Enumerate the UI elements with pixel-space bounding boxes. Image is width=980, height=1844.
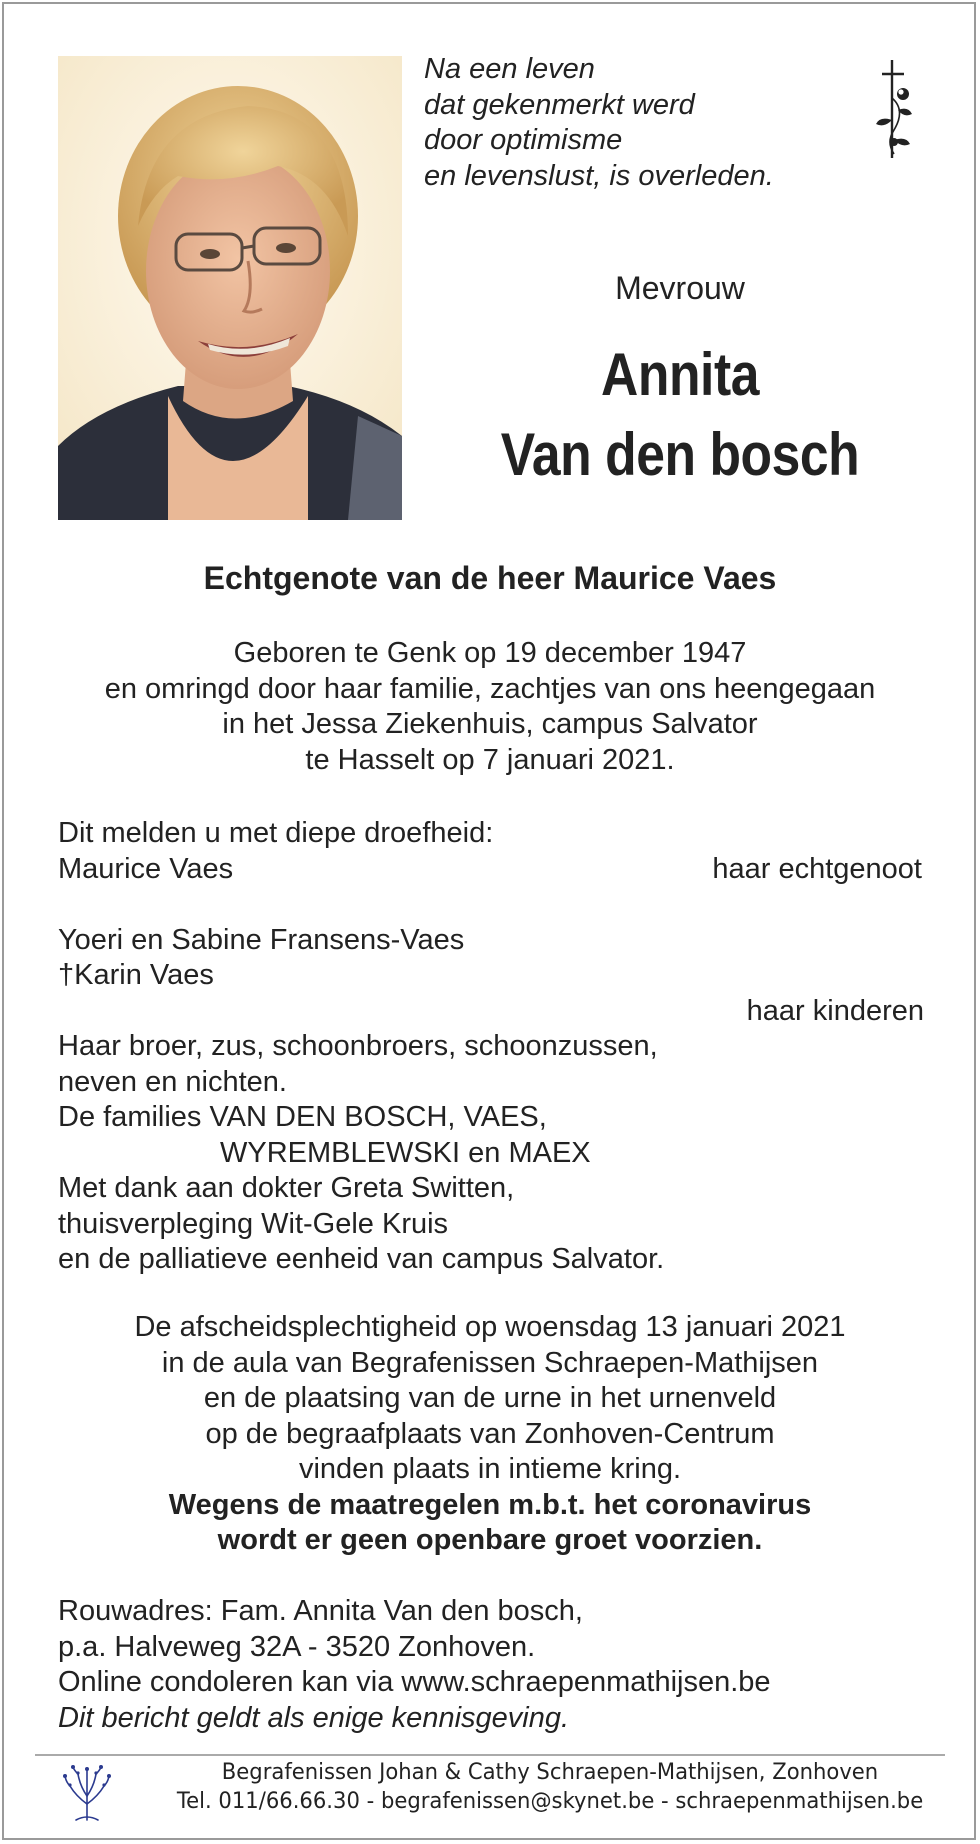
footer-line: Tel. 011/66.66.30 - begrafenissen@skynet.be - schraepenmathijsen.be: [176, 1789, 924, 1814]
ceremony-line: en de plaatsing van de urne in het urnenveld: [203, 1382, 777, 1414]
verse-line: dat gekenmerkt werd: [424, 88, 695, 121]
child-name: †Karin Vaes: [58, 959, 214, 991]
verse-line: en levenslust, is overleden.: [424, 159, 774, 192]
thanks-line: en de palliatieve eenheid van campus Salvator.: [58, 1243, 665, 1275]
verse-line: door optimisme: [424, 124, 623, 156]
birth-death-info: [0, 636, 980, 778]
child-name: Yoeri en Sabine Fransens-Vaes: [58, 923, 465, 956]
covid-notice: wordt er geen openbare groet voorzien.: [217, 1524, 763, 1556]
covid-notice: Wegens de maatregelen m.b.t. het coronavirus: [168, 1488, 812, 1521]
spacer: [58, 887, 922, 923]
mourning-address: [58, 1594, 771, 1736]
ceremony-line: in de aula van Begrafenissen Schraepen-Mathijsen: [161, 1346, 819, 1379]
deceased-name: [465, 335, 895, 495]
spouse-row: [58, 852, 922, 888]
portrait-photo: [58, 56, 402, 520]
spouse-line: Echtgenote van de heer Maurice Vaes: [203, 560, 777, 596]
footer-divider: [35, 1754, 945, 1756]
honorific: Mevrouw: [615, 270, 745, 306]
family-line: WYREMBLEWSKI en MAEX: [220, 1136, 591, 1169]
spouse-role: haar echtgenoot: [712, 852, 922, 885]
info-line: Geboren te Genk op 19 december 1947: [233, 637, 747, 669]
info-line: in het Jessa Ziekenhuis, campus Salvator: [222, 708, 758, 740]
children-role: haar kinderen: [746, 994, 924, 1027]
ceremony-line: De afscheidsplechtigheid op woensdag 13 januari 2021: [134, 1311, 846, 1343]
thanks-line: thuisverpleging Wit-Gele Kruis: [58, 1207, 449, 1240]
funeral-home-footer: [147, 1758, 953, 1816]
family-line: De families VAN DEN BOSCH, VAES,: [58, 1101, 547, 1133]
address-line: Rouwadres: Fam. Annita Van den bosch,: [58, 1595, 583, 1627]
family-line: neven en nichten.: [58, 1065, 287, 1098]
ceremony-line: op de begraafplaats van Zonhoven-Centrum: [205, 1417, 775, 1450]
info-line: te Hasselt op 7 januari 2021.: [305, 743, 675, 776]
info-line: en omringd door haar familie, zachtjes van ons heengegaan: [104, 672, 876, 705]
tree-logo-icon: [62, 1764, 112, 1822]
address-line: Online condoleren kan via www.schraepenmathijsen.be: [58, 1666, 771, 1698]
mourners-list: [58, 816, 922, 1278]
spouse-name: Maurice Vaes: [58, 852, 234, 885]
ceremony-info: [0, 1310, 980, 1559]
notice-line: Dit bericht geldt als enige kennisgeving.: [58, 1701, 570, 1734]
address-line: p.a. Halveweg 32A - 3520 Zonhoven.: [58, 1630, 536, 1663]
opening-verse: [424, 52, 774, 194]
ceremony-line: vinden plaats in intieme kring.: [298, 1453, 682, 1485]
footer-line: Begrafenissen Johan & Cathy Schraepen-Mathijsen, Zonhoven: [221, 1760, 879, 1785]
announce-intro: Dit melden u met diepe droefheid:: [58, 817, 494, 849]
family-line: Haar broer, zus, schoonbroers, schoonzussen,: [58, 1030, 658, 1062]
name-first: Annita: [601, 341, 759, 408]
cross-with-rose-icon: [872, 58, 924, 160]
name-last: Van den bosch: [500, 421, 860, 488]
verse-line: Na een leven: [424, 53, 595, 85]
thanks-line: Met dank aan dokter Greta Switten,: [58, 1172, 515, 1204]
